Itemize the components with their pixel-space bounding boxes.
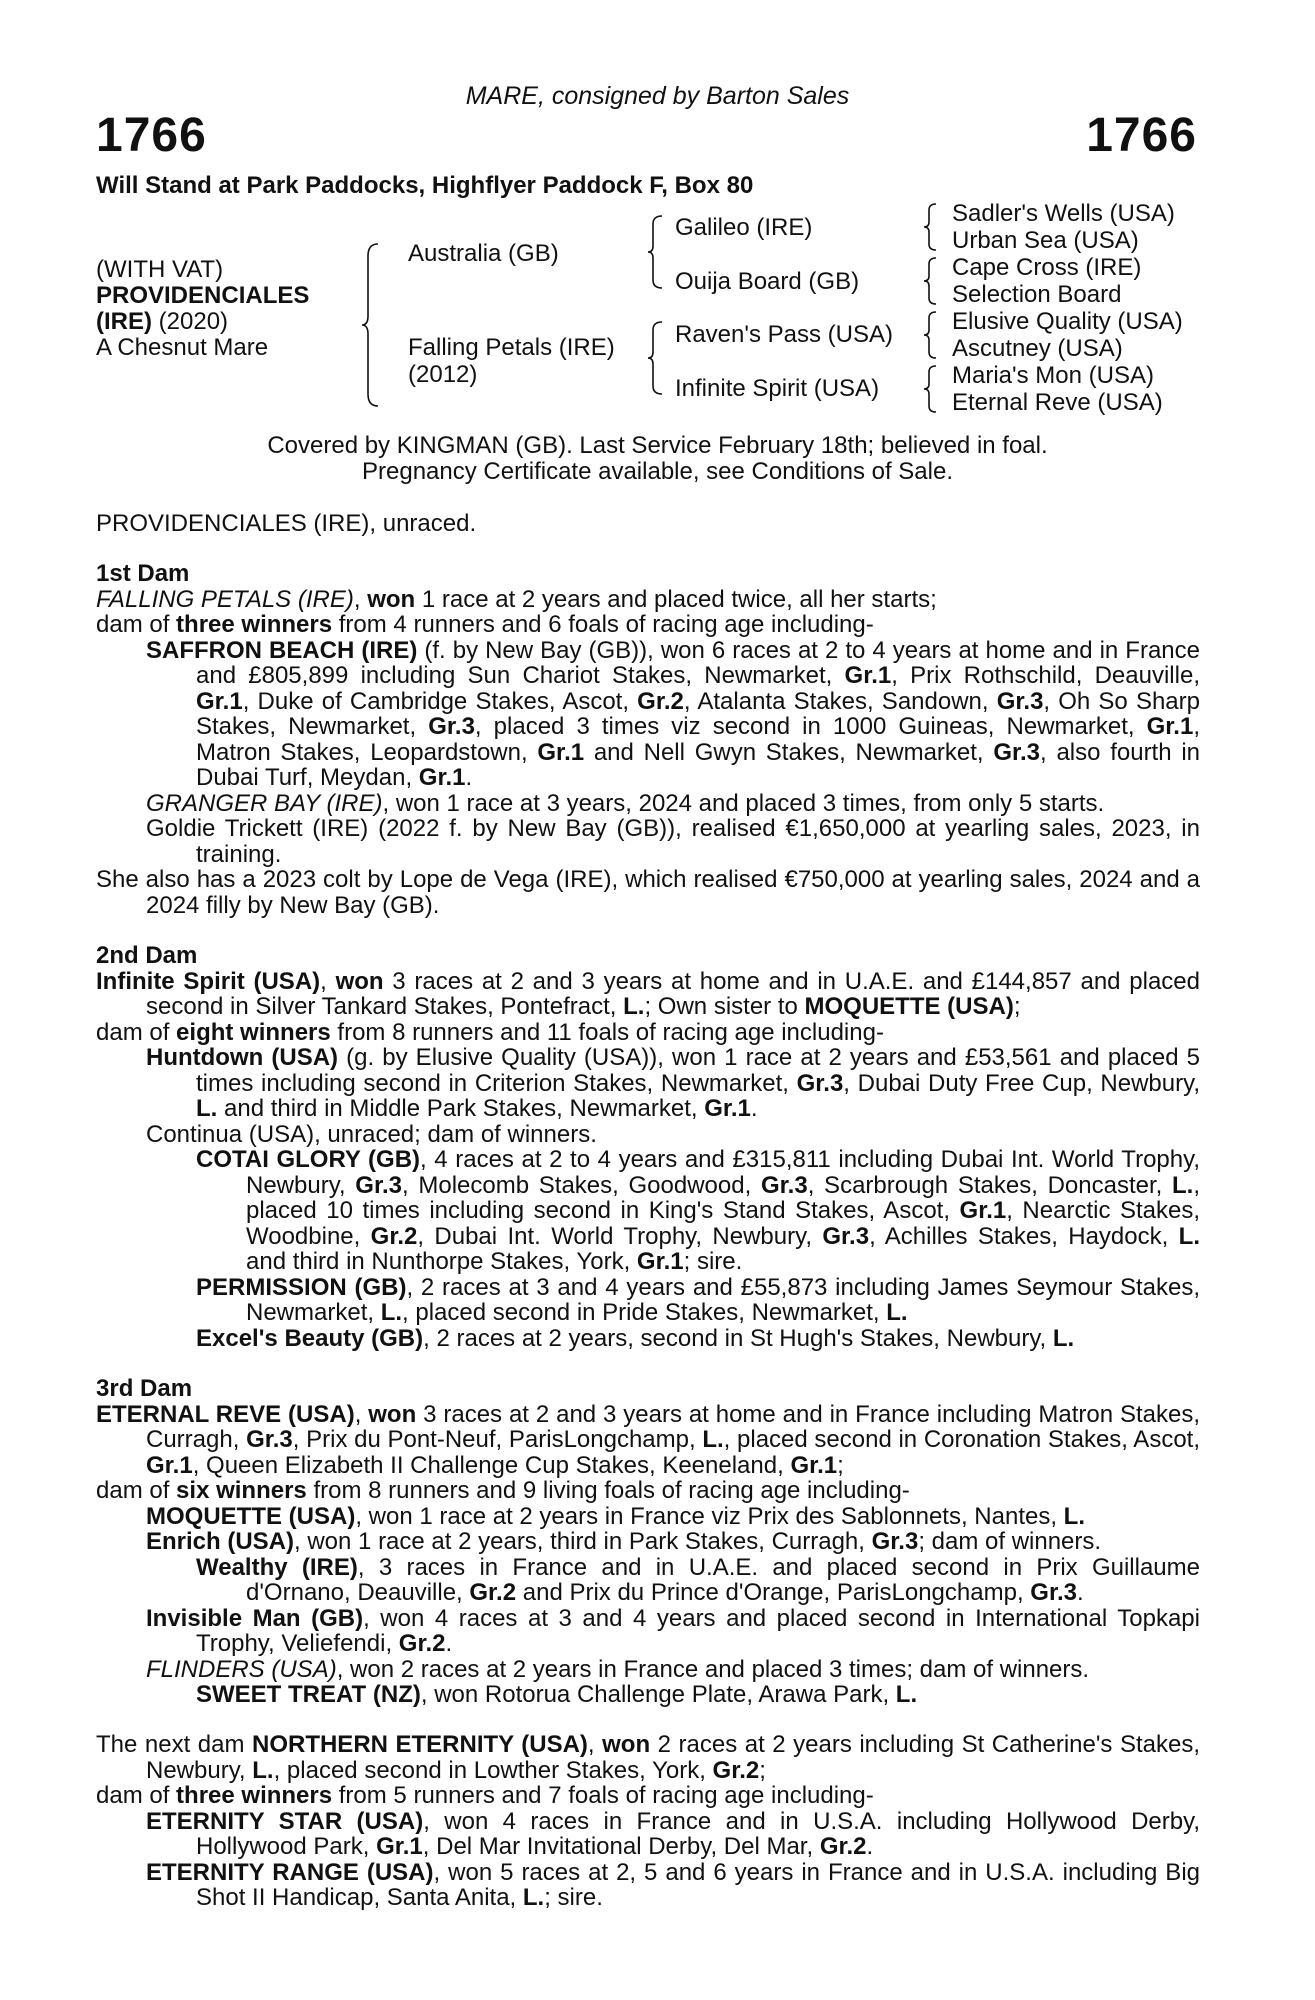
text-run: from 8 runners and 9 living foals of racing age including-: [306, 1477, 910, 1504]
second-dam-record: [96, 969, 1200, 1020]
text-run: dam of: [96, 1477, 177, 1504]
text-run: ,: [320, 967, 336, 995]
text-run: Gr.1: [196, 687, 243, 715]
text-run: , placed 10 times including second in King's Stand Stakes, Ascot,: [246, 1171, 1201, 1224]
text-run: dam of: [96, 1782, 177, 1809]
text-run: Gr.3: [428, 713, 475, 740]
text-run: and third in Middle Park Stakes, Newmarket,: [217, 1095, 705, 1122]
text-run: , Dubai Int. World Trophy, Newbury,: [417, 1222, 823, 1250]
text-run: , Duke of Cambridge Stakes, Ascot,: [242, 687, 638, 715]
text-run: ;: [759, 1756, 766, 1784]
text-run: Gr.2: [370, 1222, 418, 1250]
text-run: Gr.1: [704, 1095, 751, 1122]
second-dam-heading: 2nd Dam: [96, 942, 198, 969]
text-run: ; sire.: [544, 1884, 603, 1911]
first-dam-section: [96, 561, 1200, 918]
text-run: from 8 runners and 11 foals of racing age including-: [330, 1018, 884, 1046]
progeny-invisible-man: [146, 1606, 1200, 1657]
progeny-flinders: [146, 1657, 1200, 1683]
text-run: Gr.1: [959, 1197, 1007, 1224]
text-run: Gr.1: [1146, 713, 1194, 740]
text-run: Enrich (USA): [146, 1528, 295, 1555]
text-run: Gr.2: [469, 1579, 517, 1606]
text-run: , won 4 races at 3 and 4 years and placed second in International Topkapi Trophy, Veliefendi,: [196, 1604, 1200, 1657]
progeny-eternity-star: [146, 1809, 1200, 1860]
next-dam-section: [96, 1732, 1200, 1911]
text-run: SWEET TREAT (NZ): [196, 1681, 421, 1708]
text-run: 2 races at 2 years including St Catherine's Stakes, Newbury,: [146, 1731, 1200, 1784]
text-run: NORTHERN ETERNITY (USA): [251, 1731, 588, 1758]
text-run: , Queen Elizabeth II Challenge Cup Stakes, Keeneland,: [192, 1451, 791, 1479]
text-run: , placed 3 times viz second in 1000 Guineas, Newmarket,: [474, 713, 1147, 740]
covering-note-2: Pregnancy Certificate available, see Conditions of Sale.: [362, 458, 953, 485]
text-run: ,: [587, 1731, 603, 1758]
next-dam-record: [96, 1732, 1200, 1783]
first-dam-produce: [96, 612, 1200, 638]
first-dam-heading: 1st Dam: [96, 560, 190, 587]
text-run: ;: [1013, 993, 1021, 1020]
text-run: MOQUETTE (USA): [146, 1502, 356, 1530]
text-run: .: [465, 764, 473, 791]
text-run: , also fourth in Dubai Turf, Meydan,: [196, 738, 1200, 791]
text-run: ; sire.: [683, 1248, 743, 1275]
third-dam-heading: 3rd Dam: [96, 1375, 193, 1402]
text-run: (f. by New Bay (GB)), won 6 races at 2 to 4 years at home and in France and £805,899 including Sun Chariot Stakes, Newmarket,: [196, 636, 1200, 689]
text-run: PERMISSION (GB): [196, 1273, 407, 1301]
stabling-location: Will Stand at Park Paddocks, Highflyer Paddock F, Box 80: [96, 172, 754, 199]
text-run: won: [335, 967, 384, 995]
text-run: , won 5 races at 2, 5 and 6 years in France and in U.S.A. including Big Shot II Handicap, Santa Anita,: [196, 1858, 1200, 1911]
third-dam-produce: [96, 1478, 1200, 1504]
progeny-granger-bay: [146, 791, 1200, 817]
text-run: , Prix du Pont-Neuf, ParisLongchamp,: [292, 1426, 703, 1453]
horse-name: PROVIDENCIALES: [96, 282, 310, 309]
text-run: three winners: [176, 1782, 333, 1809]
bracket-sire: [648, 214, 668, 290]
text-run: , won 1 race at 2 years in France viz Prix des Sablonnets, Nantes,: [355, 1502, 1064, 1530]
text-run: Gr.3: [355, 1171, 402, 1199]
progeny-excels-beauty: [196, 1326, 1200, 1352]
text-run: Gr.1: [376, 1833, 423, 1860]
lot-number-left: 1766: [96, 109, 207, 162]
text-run: Goldie Trickett (IRE) (2022 f. by New Bay (GB)), realised €1,650,000 at yearling sales, 2023, in training.: [146, 815, 1200, 868]
horse-origin: (IRE): [96, 308, 152, 335]
covering-note-1: Covered by KINGMAN (GB). Last Service February 18th; believed in foal.: [267, 432, 1048, 459]
text-run: and third in Nunthorpe Stakes, York,: [246, 1248, 637, 1275]
progeny-eternity-range: [146, 1860, 1200, 1911]
text-run: Gr.3: [760, 1171, 808, 1199]
progeny-cotai-glory: [196, 1147, 1200, 1275]
text-run: L.: [522, 1884, 545, 1911]
text-run: ETERNITY RANGE (USA): [146, 1858, 434, 1886]
text-run: Gr.1: [418, 764, 466, 791]
text-run: FLINDERS (USA): [146, 1655, 337, 1683]
text-run: L.: [380, 1299, 403, 1326]
text-run: , Molecomb Stakes, Goodwood,: [402, 1171, 761, 1199]
text-run: Gr.3: [996, 687, 1044, 715]
dam-dam: Infinite Spirit (USA): [675, 375, 880, 402]
text-run: Gr.2: [712, 1756, 760, 1784]
text-run: , 3 races in France and in U.A.E. and placed second in Prix Guillaume d'Ornano, Deauville,: [246, 1553, 1200, 1606]
text-run: , Oh So Sharp Stakes, Newmarket,: [196, 687, 1200, 740]
text-run: Continua (USA), unraced; dam of winners.: [146, 1120, 597, 1148]
text-run: .: [1076, 1579, 1084, 1606]
text-run: dam of: [96, 1018, 177, 1046]
intro-line: PROVIDENCIALES (IRE), unraced.: [96, 510, 477, 537]
text-run: Infinite Spirit (USA): [96, 967, 321, 995]
text-run: and Prix du Prince d'Orange, ParisLongchamp,: [516, 1579, 1031, 1606]
text-run: , Prix Rothschild, Deauville,: [891, 662, 1200, 689]
text-run: won: [602, 1731, 651, 1758]
text-run: six winners: [176, 1477, 307, 1504]
next-dam-produce: [96, 1783, 1200, 1809]
text-run: 3 races at 2 and 3 years at home and in U.A.E. and £144,857 and placed second in Silver Tankard Stakes, Pontefract,: [146, 967, 1200, 1020]
text-run: L.: [252, 1756, 274, 1784]
text-run: eight winners: [176, 1018, 331, 1046]
text-run: Gr.1: [790, 1451, 838, 1479]
text-run: from 4 runners and 6 foals of racing age including-: [332, 611, 874, 638]
text-run: ,: [354, 1400, 369, 1428]
horse-origin-year: [96, 308, 228, 335]
text-run: from 5 runners and 7 foals of racing age including-: [332, 1782, 874, 1809]
text-run: FALLING PETALS (IRE): [96, 585, 354, 613]
vat-note: (WITH VAT): [96, 256, 224, 283]
text-run: , Dubai Duty Free Cup, Newbury,: [843, 1069, 1200, 1097]
dam-year: (2012): [408, 361, 478, 388]
text-run: Gr.3: [246, 1426, 293, 1453]
bracket-g4: [924, 364, 942, 414]
text-run: Huntdown (USA): [146, 1044, 339, 1071]
text-run: , placed second in Pride Stakes, Newmarket,: [402, 1299, 887, 1326]
progeny-moquette: [146, 1504, 1200, 1530]
first-dam-record: [96, 587, 1200, 613]
text-run: L.: [1052, 1324, 1075, 1352]
text-run: , won 4 races in France and in U.S.A. including Hollywood Derby, Hollywood Park,: [196, 1807, 1200, 1860]
progeny-huntdown: [146, 1045, 1200, 1122]
progeny-saffron-beach: [146, 638, 1200, 791]
text-run: , won 1 race at 3 years, 2024 and placed 3 times, from only 5 starts.: [382, 789, 1105, 817]
text-run: , 2 races at 3 and 4 years and £55,873 including James Seymour Stakes, Newmarket,: [246, 1273, 1200, 1326]
text-run: .: [445, 1630, 453, 1657]
text-run: , Atalanta Stakes, Sandown,: [683, 687, 997, 715]
text-run: .: [866, 1833, 874, 1860]
text-run: Gr.1: [636, 1248, 684, 1275]
text-run: 3 races at 2 and 3 years at home and in France including Matron Stakes, Curragh,: [146, 1400, 1200, 1453]
gen3-2: Urban Sea (USA): [952, 227, 1139, 254]
text-run: , 2 races at 2 years, second in St Hugh's Stakes, Newbury,: [423, 1324, 1053, 1352]
text-run: L.: [196, 1095, 218, 1122]
text-run: Gr.3: [1030, 1579, 1077, 1606]
text-run: SAFFRON BEACH (IRE): [146, 636, 418, 664]
text-run: three winners: [176, 611, 333, 638]
gen3-1: Sadler's Wells (USA): [952, 200, 1175, 227]
dam-name: Falling Petals (IRE): [408, 334, 615, 361]
progeny-continua: [146, 1122, 1200, 1148]
text-run: Gr.1: [844, 662, 892, 689]
text-run: won: [368, 1400, 417, 1428]
gen3-3: Cape Cross (IRE): [952, 254, 1142, 281]
text-run: Excel's Beauty (GB): [196, 1324, 424, 1352]
bracket-g3: [924, 310, 942, 360]
text-run: , Nearctic Stakes, Woodbine,: [246, 1197, 1201, 1250]
text-run: Wealthy (IRE): [196, 1553, 358, 1581]
third-dam-section: [96, 1376, 1200, 1708]
gen3-7: Maria's Mon (USA): [952, 362, 1154, 389]
lot-number-right: 1766: [1086, 109, 1197, 162]
progeny-enrich: [146, 1529, 1200, 1555]
gen3-4: Selection Board: [952, 281, 1122, 308]
text-run: Gr.2: [819, 1833, 867, 1860]
text-run: , won Rotorua Challenge Plate, Arawa Park,: [420, 1681, 896, 1708]
text-run: L.: [1172, 1171, 1194, 1199]
text-run: Gr.3: [993, 738, 1041, 766]
first-dam-later-foals: [96, 867, 1200, 918]
gen3-8: Eternal Reve (USA): [952, 389, 1163, 416]
text-run: (g. by Elusive Quality (USA)), won 1 race at 2 years and £53,561 and placed 5 times including second in Criterion Stakes, Newmarket,: [196, 1044, 1200, 1097]
text-run: L.: [1063, 1502, 1085, 1530]
progeny-goldie-trickett: [146, 816, 1200, 867]
text-run: , Del Mar Invitational Derby, Del Mar,: [422, 1833, 820, 1860]
text-run: L.: [886, 1299, 908, 1326]
sire-name: Australia (GB): [408, 240, 559, 267]
text-run: L.: [702, 1426, 724, 1453]
text-run: ETERNITY STAR (USA): [146, 1807, 424, 1835]
progeny-sweet-treat: [196, 1682, 1200, 1708]
progeny-wealthy: [196, 1555, 1200, 1606]
text-run: Gr.3: [822, 1222, 870, 1250]
text-run: , placed second in Lowther Stakes, York,: [273, 1756, 713, 1784]
sire-dam: Ouija Board (GB): [675, 268, 860, 295]
text-run: Gr.3: [871, 1528, 919, 1555]
text-run: ,: [353, 585, 368, 613]
text-run: The next dam: [96, 1731, 252, 1758]
text-run: Invisible Man (GB): [146, 1604, 364, 1632]
text-run: won: [367, 585, 416, 613]
text-run: L.: [623, 993, 645, 1020]
text-run: , Scarbrough Stakes, Doncaster,: [807, 1171, 1173, 1199]
text-run: L.: [895, 1681, 918, 1708]
text-run: She also has a 2023 colt by Lope de Vega (IRE), which realised €750,000 at yearling sales, 2024 and a 2024 filly by New Bay (GB).: [96, 866, 1200, 919]
text-run: , won 2 races at 2 years in France and placed 3 times; dam of winners.: [336, 1655, 1090, 1683]
bracket-dam: [648, 320, 668, 396]
text-run: ; dam of winners.: [918, 1528, 1102, 1555]
text-run: , Achilles Stakes, Haydock,: [869, 1222, 1179, 1250]
text-run: Gr.2: [637, 687, 684, 715]
text-run: GRANGER BAY (IRE): [146, 789, 383, 817]
text-run: COTAI GLORY (GB): [196, 1146, 421, 1173]
progeny-permission: [196, 1275, 1200, 1326]
text-run: ; Own sister to: [644, 993, 805, 1020]
text-run: dam of: [96, 611, 177, 638]
sire-sire: Galileo (IRE): [675, 214, 813, 241]
bracket-parents: [362, 242, 384, 408]
text-run: MOQUETTE (USA): [804, 993, 1014, 1020]
gen3-6: Ascutney (USA): [952, 335, 1123, 362]
consignment-line: MARE, consigned by Barton Sales: [465, 82, 850, 110]
text-run: , Matron Stakes, Leopardstown,: [196, 713, 1200, 766]
text-run: , 4 races at 2 to 4 years and £315,811 including Dubai Int. World Trophy, Newbury,: [246, 1146, 1200, 1199]
text-run: .: [750, 1095, 758, 1122]
text-run: Gr.1: [146, 1451, 193, 1479]
third-dam-record: [96, 1402, 1200, 1479]
horse-year: (2020): [158, 308, 229, 335]
bracket-g2: [924, 256, 942, 306]
text-run: and Nell Gwyn Stakes, Newmarket,: [584, 738, 994, 766]
text-run: , won 1 race at 2 years, third in Park Stakes, Curragh,: [294, 1528, 872, 1555]
text-run: ETERNAL REVE (USA): [96, 1400, 355, 1428]
bracket-g1: [924, 202, 942, 252]
text-run: 1 race at 2 years and placed twice, all her starts;: [415, 585, 937, 613]
text-run: , placed second in Coronation Stakes, Ascot,: [723, 1426, 1200, 1453]
dam-sire: Raven's Pass (USA): [675, 321, 893, 348]
gen3-5: Elusive Quality (USA): [952, 308, 1183, 335]
text-run: L.: [1178, 1222, 1200, 1250]
text-run: Gr.3: [796, 1069, 844, 1097]
second-dam-produce: [96, 1020, 1200, 1046]
text-run: ;: [837, 1451, 844, 1479]
text-run: Gr.1: [537, 738, 585, 766]
horse-description: A Chesnut Mare: [96, 334, 269, 361]
text-run: Gr.2: [398, 1630, 446, 1657]
second-dam-section: [96, 943, 1200, 1351]
